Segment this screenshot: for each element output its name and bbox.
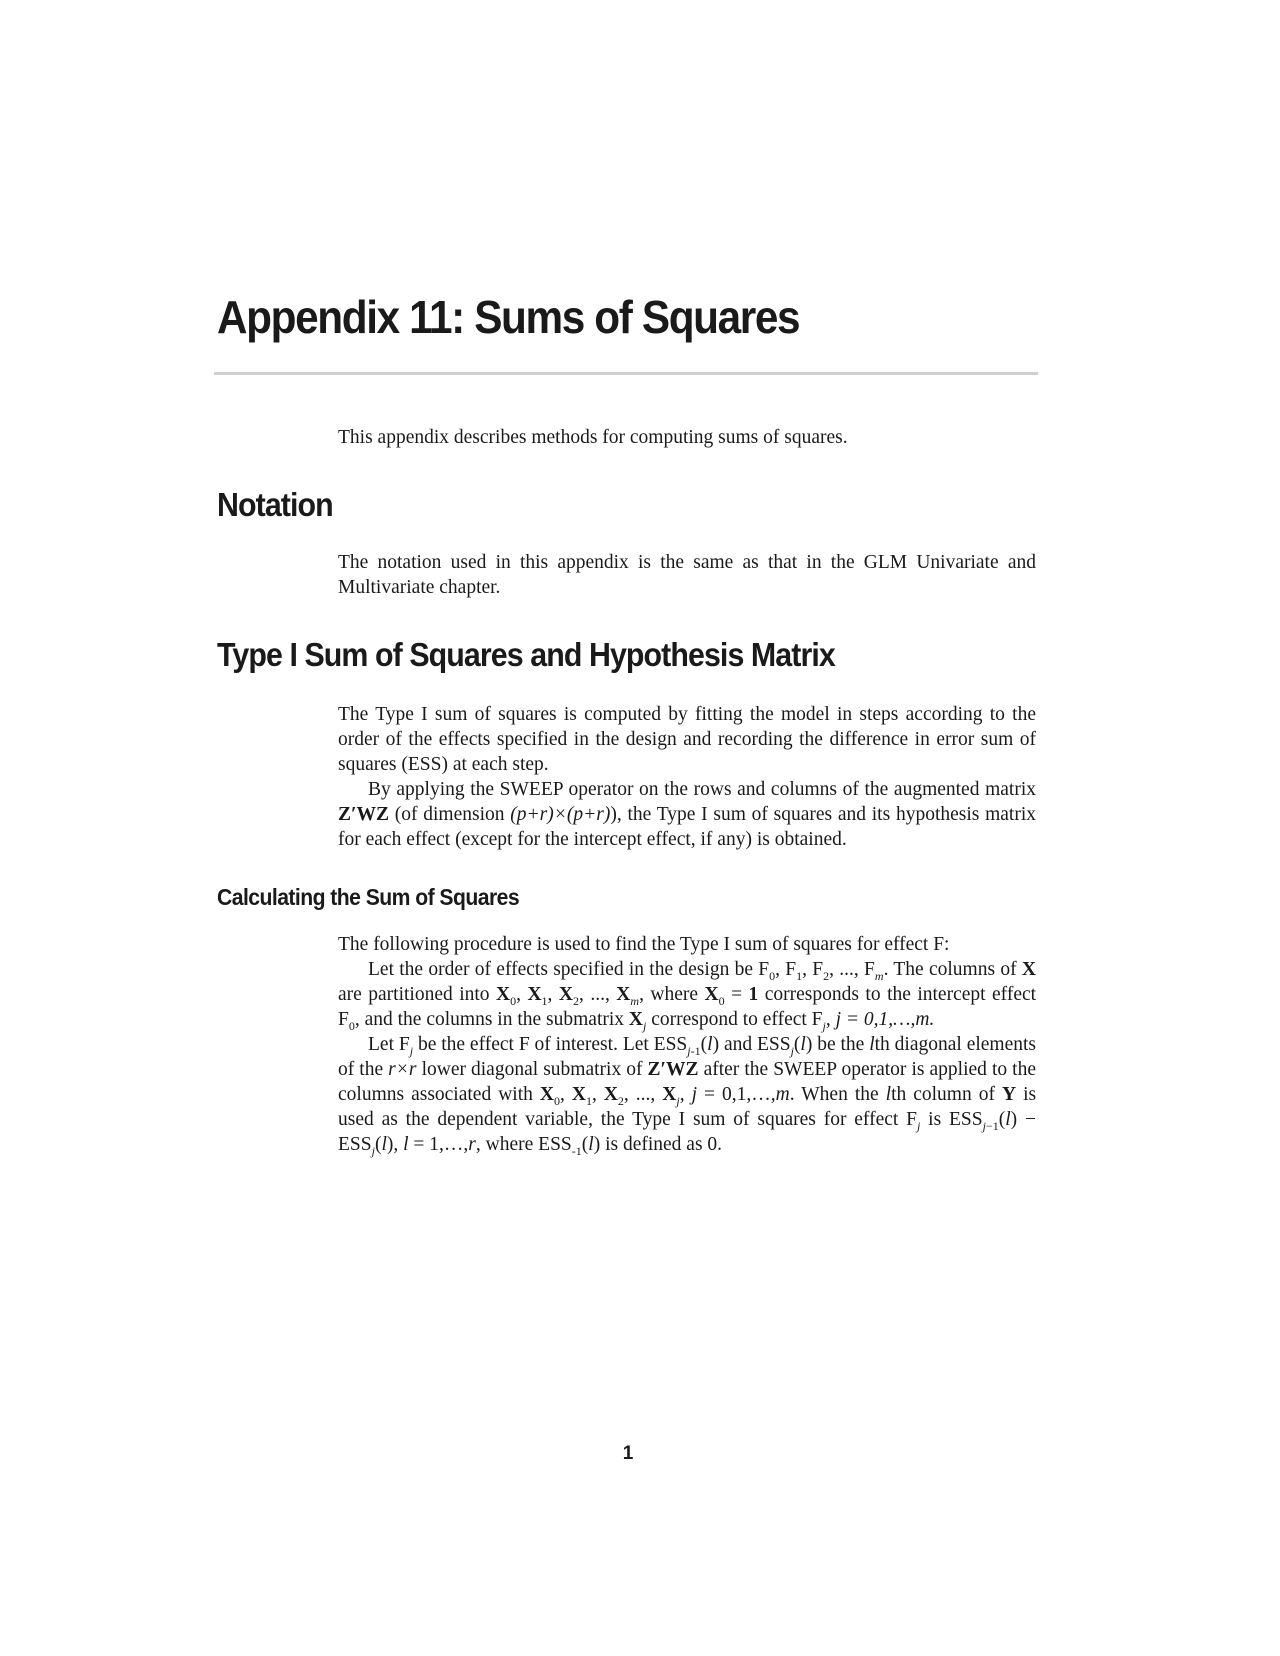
page-number: 1 — [622, 1443, 634, 1464]
notation-heading: Notation — [217, 486, 333, 523]
calc-paragraphs — [338, 932, 1036, 1157]
intro-paragraph — [338, 425, 1036, 450]
intro-text: This appendix describes methods for computing sums of squares. — [338, 427, 848, 448]
calc-paragraph-3: Let $F_j$ be the effect F of interest. Let $ESS_{j-1}(l)$ and $ESS_j(l)$ be the lth diagonal elements of the r×r lower diagonal submatrix of Z′WZ after the SWEEP operator is applied to the columns associated with $X_0$, $X_1$, $X_2$, ..., $X_j$, j = 0,1,…,m. When the lth column of Y is used as the dependent variable, the Type I sum of squares for effect $F_j$ is $ESS_{j-1}(l) - ESS_j(l)$, l = 1,…,r, where $ESS_{-1}(l)$ is defined as 0. — [338, 1034, 1037, 1158]
calc-heading: Calculating the Sum of Squares — [217, 884, 520, 910]
type1-paragraph-1: The Type I sum of squares is computed by fitting the model in steps according to the order of the effects specified in the design and recording the difference in error sum of squares (ESS) at each step. — [338, 704, 1036, 775]
calc-paragraph-1: The following procedure is used to find the Type I sum of squares for effect F: — [338, 934, 950, 955]
notation-text: The notation used in this appendix is the same as that in the GLM Univariate and Multivariate chapter. — [338, 552, 1036, 598]
type1-paragraph-2: By applying the SWEEP operator on the rows and columns of the augmented matrix Z′WZ (of dimension (p+r)×(p+r)), the Type I sum of squares and its hypothesis matrix for each effect (except for the intercept effect, if any) is obtained. — [338, 779, 1037, 850]
type1-paragraphs — [338, 702, 1036, 852]
type1-heading: Type I Sum of Squares and Hypothesis Matrix — [217, 636, 835, 673]
notation-paragraph — [338, 550, 1036, 600]
title-rule — [214, 372, 1038, 375]
calc-paragraph-2: Let the order of effects specified in the design be $F_0$, $F_1$, $F_2$, ..., $F_m$. The columns of X are partitioned into $X_0$, $X_1$, $X_2$, ..., $X_m$, where $X_0 = 1$ corresponds to the intercept effect $F_0$, and the columns in the submatrix $X_j$ correspond to effect $F_j$, j = 0,1,…,m. — [338, 959, 1037, 1033]
page-title: Appendix 11: Sums of Squares — [217, 291, 800, 343]
